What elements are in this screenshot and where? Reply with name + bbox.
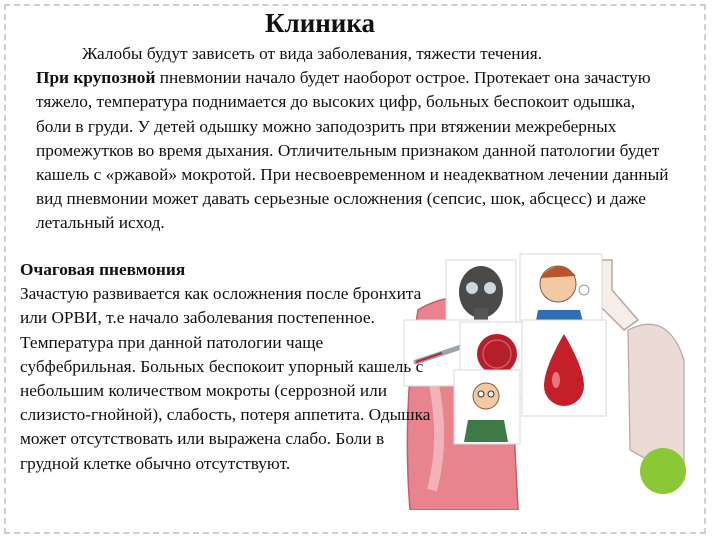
frame-border-top (4, 4, 706, 6)
slide-title: Клиника (264, 8, 376, 38)
frame-border-left (4, 4, 6, 534)
intro-paragraph (20, 42, 670, 236)
focal-heading: Очаговая пневмония (20, 260, 186, 279)
frame-border-right (704, 4, 706, 534)
intro-line-1: Жалобы будут зависеть от вида заболевания, тяжести течения. (82, 44, 543, 63)
focal-pneumonia-section (20, 258, 440, 476)
intro-body (20, 66, 670, 235)
intro-bold-lead: При крупозной (36, 68, 156, 88)
blood-drop-icon (522, 320, 606, 416)
intro-body-text: пневмонии начало будет наоборот острое. Протекает она зачастую тяжело, температура поднимается до высоких цифр, больных беспокоит одышка, боли в груди. У детей одышку можно заподозрить при втяжении межреберных промежутков во время дыхания. Отличительным признаком данной патологии будет кашель с «ржавой» мокротой. При несвоевременном и неадекватном лечении данный вид пневмонии может давать серьезные осложнения (сепсис, шок, абсцесс) и даже летальный исход. (36, 68, 669, 233)
decorative-green-circle (640, 448, 686, 494)
focal-text: Зачастую развивается как осложнения после бронхита или ОРВИ, т.е начало заболевания постепенное. Температура при данной патологии чаще субфебрильная. Больных беспокоит упорный кашель с небольшим количеством мокроты (серрозной или слизисто-гнойной), слабость, потеря аппетита. Одышка может отсутствовать или выражена слабо. Боли в грудной клетке обычно отсутствуют. (20, 284, 431, 473)
frame-border-bottom (4, 532, 706, 534)
doctor-icon (454, 370, 520, 444)
